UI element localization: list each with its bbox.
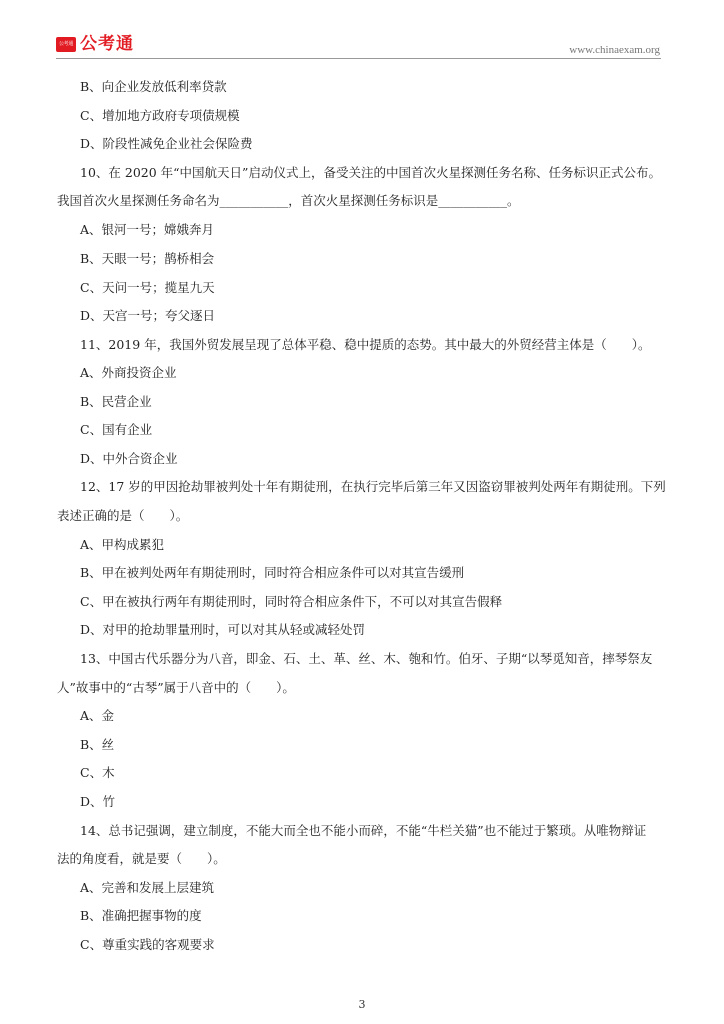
option-line: B、民营企业	[80, 394, 152, 409]
site-url[interactable]: www.chinaexam.org	[569, 44, 660, 56]
question-line: 10、在 2020 年“中国航天日”启动仪式上，备受关注的中国首次火星探测任务名称、任务标识正式公布。	[80, 165, 661, 180]
option-line: A、金	[80, 708, 115, 723]
option-line: B、甲在被判处两年有期徒刑时，同时符合相应条件可以对其宣告缓刑	[80, 565, 465, 580]
question-line: 法的角度看，就是要（ ）。	[57, 851, 226, 866]
option-line: C、增加地方政府专项债规模	[80, 108, 240, 123]
question-line: 表述正确的是（ ）。	[57, 508, 189, 523]
option-line: C、尊重实践的客观要求	[80, 937, 215, 952]
option-line: A、外商投资企业	[80, 365, 177, 380]
question-line: 11、2019 年，我国外贸发展呈现了总体平稳、稳中提质的态势。其中最大的外贸经营主体是（ ）。	[80, 337, 651, 352]
option-line: C、甲在被执行两年有期徒刑时，同时符合相应条件下，不可以对其宣告假释	[80, 594, 503, 609]
question-line: 人”故事中的“古琴”属于八音中的（ ）。	[57, 680, 295, 695]
option-line: D、竹	[80, 794, 116, 809]
question-line: 我国首次火星探测任务命名为___________，首次火星探测任务标识是___________。	[57, 193, 520, 208]
question-line: 12、17 岁的甲因抢劫罪被判处十年有期徒刑，在执行完毕后第三年又因盗窃罪被判处两年有期徒刑。下列	[80, 479, 666, 494]
option-line: D、天宫一号；夸父逐日	[80, 308, 216, 323]
question-line: 13、中国古代乐器分为八音，即金、石、土、革、丝、木、匏和竹。伯牙、子期“以琴觅知音，摔琴祭友	[80, 651, 653, 666]
option-line: C、天问一号；揽星九天	[80, 280, 215, 295]
page-number: 3	[358, 998, 366, 1011]
question-line: 14、总书记强调，建立制度，不能大而全也不能小而碎，不能“牛栏关猫”也不能过于繁琐。从唯物辩证	[80, 823, 647, 838]
option-line: C、国有企业	[80, 422, 153, 437]
option-line: D、中外合资企业	[80, 451, 178, 466]
option-line: C、木	[80, 765, 115, 780]
option-line: B、丝	[80, 737, 115, 752]
option-line: B、天眼一号；鹊桥相会	[80, 251, 215, 266]
logo-text: 公考通	[80, 34, 134, 54]
option-line: A、完善和发展上层建筑	[80, 880, 215, 895]
option-line: B、准确把握事物的度	[80, 908, 202, 923]
option-line: D、对甲的抢劫罪量刑时，可以对其从轻或减轻处罚	[80, 622, 366, 637]
option-line: A、银河一号；嫦娥奔月	[80, 222, 215, 237]
logo-badge: 公考通	[56, 37, 76, 52]
option-line: A、甲构成累犯	[80, 537, 165, 552]
option-line: D、阶段性减免企业社会保险费	[80, 136, 253, 151]
option-line: B、向企业发放低利率贷款	[80, 79, 227, 94]
